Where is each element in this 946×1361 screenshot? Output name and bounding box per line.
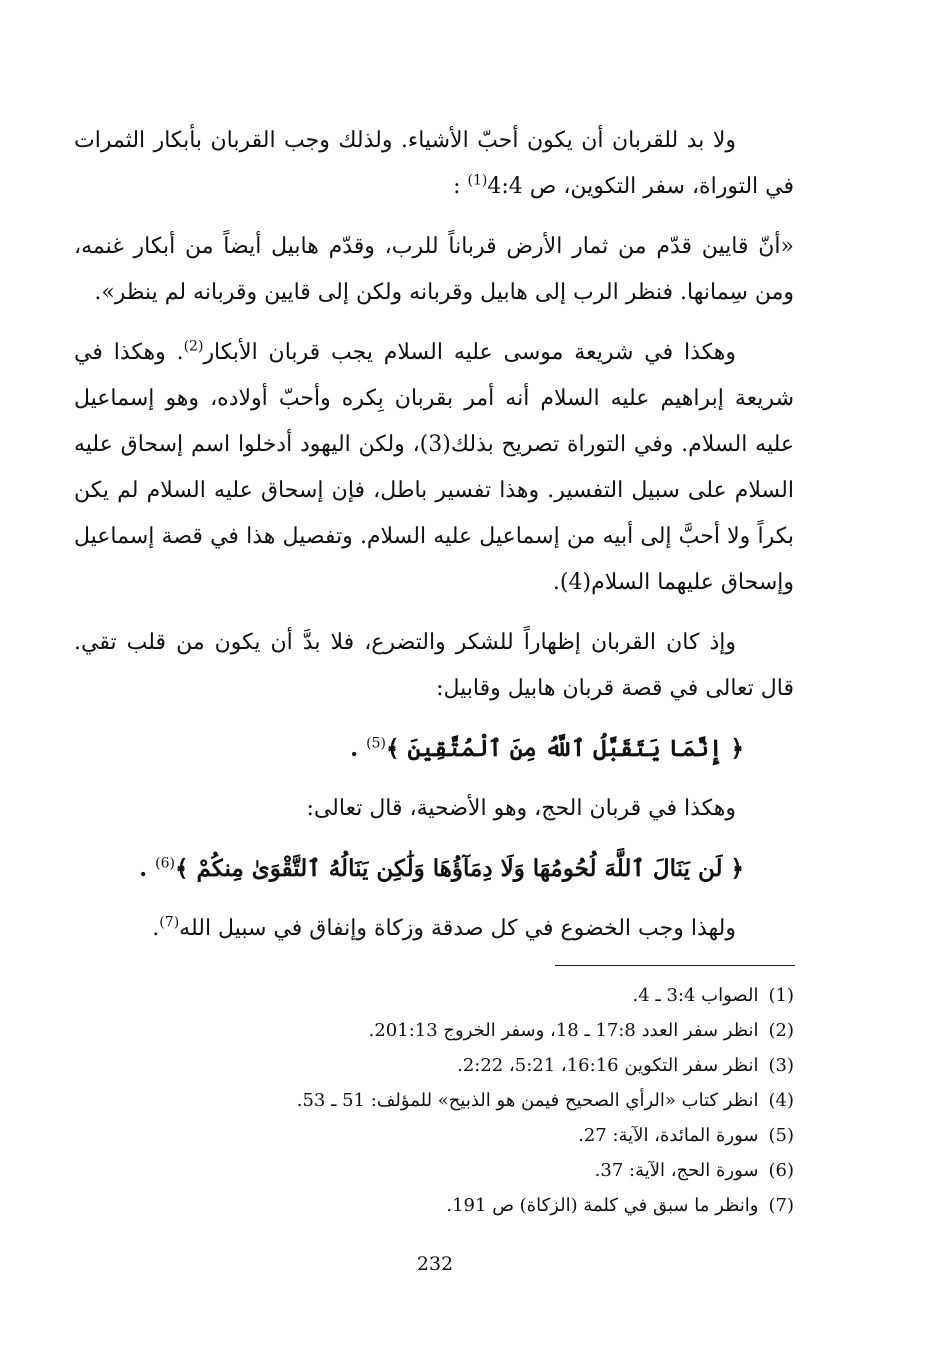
quran-verse-1 [74, 726, 794, 772]
paragraph-tail: . [152, 916, 160, 941]
paragraph-1 [74, 118, 794, 210]
body-text [74, 118, 794, 966]
footnote-text: سورة المائدة، الآية: 27. [578, 1125, 759, 1146]
footnote-number: (3) [768, 1055, 794, 1076]
footnote-number: (6) [768, 1160, 794, 1181]
footnote-7 [150, 1188, 794, 1223]
paragraph-text: وهكذا في قربان الحج، وهو الأضحية، قال تعالى: [306, 796, 736, 821]
paragraph-text: ولا بد للقربان أن يكون أحبّ الأشياء. ولذلك وجب القربان بأبكار الثمرات في التوراة، سفر التكوين، ص 4:4 [74, 128, 794, 199]
footnote-ref: (5) [366, 735, 386, 752]
footnotes [150, 978, 794, 1223]
footnote-number: (1) [768, 985, 794, 1006]
footnote-5 [150, 1118, 794, 1153]
paragraph-8 [74, 906, 794, 952]
footnote-number: (2) [768, 1020, 794, 1041]
paragraph-3 [74, 330, 794, 606]
footnote-number: (5) [768, 1125, 794, 1146]
page-number: 232 [416, 1253, 454, 1275]
paragraph-text: «أنّ قايين قدّم من ثمار الأرض قرباناً للرب، وقدّم هابيل أيضاً من أبكار غنمه، ومن سِمانها. فنظر الرب إلى هابيل وقربانه ولكن إلى قايين وقربانه لم ينظر». [74, 234, 794, 305]
paragraph-text: وإذ كان القربان إظهاراً للشكر والتضرع، فلا بدَّ أن يكون من قلب تقي. قال تعالى في قصة قربان هابيل وقابيل: [74, 630, 794, 701]
footnote-6 [150, 1153, 794, 1188]
footnote-ref: (1) [467, 172, 488, 189]
footnote-number: (4) [768, 1090, 794, 1111]
paragraph-text: وهكذا في شريعة موسى عليه السلام يجب قربان الأبكار [203, 340, 736, 365]
footnote-divider [555, 965, 795, 966]
quran-verse-2 [74, 846, 794, 892]
footnote-number: (7) [768, 1195, 794, 1216]
footnote-1 [150, 978, 794, 1013]
footnote-3 [150, 1048, 794, 1083]
footnote-text: وانظر ما سبق في كلمة (الزكاة) ص 191. [446, 1195, 759, 1216]
footnote-ref: (2) [183, 338, 204, 355]
paragraph-tail: . وهكذا في شريعة إبراهيم عليه السلام أنه أمر بقربان بِكره وأحبّ أولاده، وهو إسماعيل عليه السلام. وفي التوراة تصريح بذلك(3)، ولكن اليهود أدخلوا اسم إسحاق عليه السلام على سبيل التفسير. وهذا تفسير باطل، فإن إسحاق عليه السلام لم يكن بكراً ولا أحبَّ إلى أبيه من إسماعيل عليه السلام. وتفصيل هذا في قصة إسماعيل وإسحاق عليهما السلام(4). [74, 340, 794, 595]
footnote-ref: (7) [159, 914, 180, 931]
footnote-text: سورة الحج، الآية: 37. [594, 1160, 759, 1181]
footnote-2 [150, 1013, 794, 1048]
verse-tail: . [139, 855, 148, 882]
paragraph-tail: : [453, 174, 461, 199]
paragraph-quote [74, 224, 794, 316]
verse-tail: . [350, 735, 359, 762]
footnote-text: انظر كتاب «الرأي الصحيح فيمن هو الذبيح» للمؤلف: 51 ـ 53. [296, 1090, 759, 1111]
footnote-4 [150, 1083, 794, 1118]
footnote-ref: (6) [155, 855, 176, 872]
paragraph-6 [74, 786, 794, 832]
verse-text: ﴿ إِنَّمَا يَتَقَبَّلُ ٱللَّهُ مِنَ ٱلْمُتَّقِينَ ﴾ [385, 735, 744, 762]
footnote-text: انظر سفر التكوين 16:16، 5:21، 2:22. [457, 1055, 759, 1076]
footnote-text: الصواب 3:4 ـ 4. [632, 985, 759, 1006]
footnote-text: انظر سفر العدد 17:8 ـ 18، وسفر الخروج 201:13. [368, 1020, 759, 1041]
verse-text: ﴿ لَن يَنَالَ ٱللَّهَ لُحُومُهَا وَلَا دِمَآؤُهَا وَلَٰكِن يَنَالُهُ ٱلتَّقْوَىٰ مِنكُمْ ﴾ [175, 855, 744, 882]
paragraph-text: ولهذا وجب الخضوع في كل صدقة وزكاة وإنفاق في سبيل الله [179, 916, 736, 941]
paragraph-4 [74, 620, 794, 712]
